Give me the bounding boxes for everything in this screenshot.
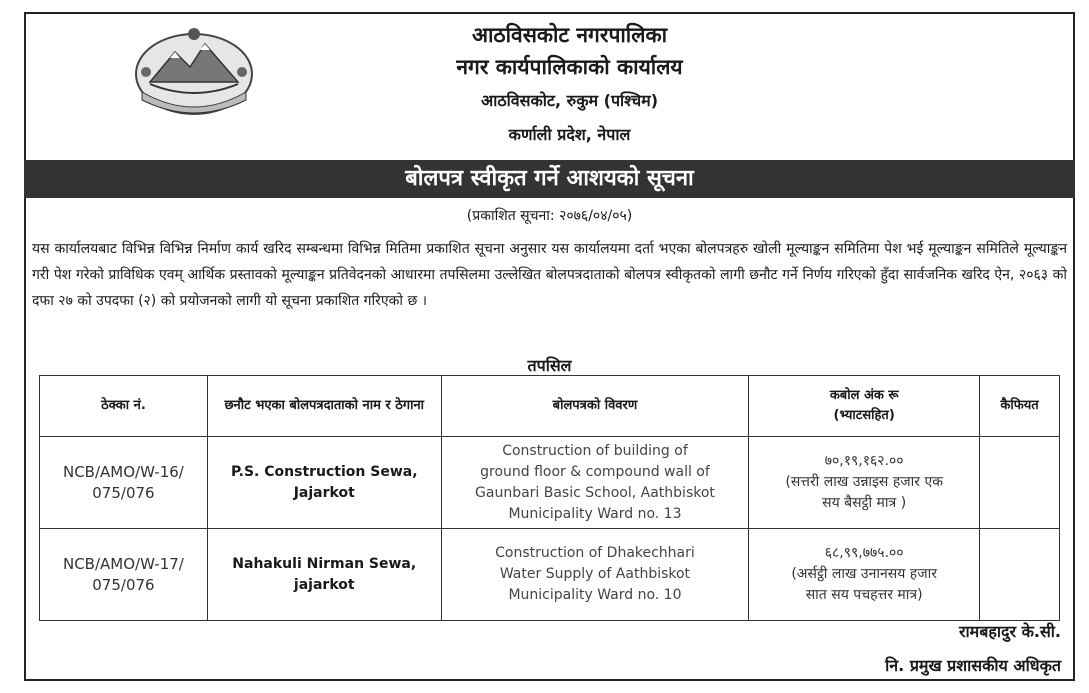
contract-no-cell (40, 529, 208, 621)
bidder-address: jajarkot (293, 576, 355, 593)
amount-words-line1: (सत्तरी लाख उन्नाइस हजार एक (785, 474, 943, 490)
contract-no-cell (40, 437, 208, 529)
header-contract-no: ठेक्का नं. (40, 376, 208, 437)
amount-value: ७०,१९,१६२.०० (824, 453, 904, 469)
notice (24, 12, 1075, 681)
description-line: Construction of building of (502, 442, 688, 459)
header-remarks: कैफियत (980, 376, 1060, 437)
amount-words-line2: सय बैसट्ठी मात्र ) (822, 495, 907, 511)
description-cell (441, 437, 749, 529)
bidder-cell (207, 437, 441, 529)
award-table (39, 375, 1060, 621)
table-row (40, 529, 1060, 621)
published-date: (प्रकाशित सूचना: २०७६/०४/०५) (466, 208, 633, 224)
table-header-row (40, 376, 1060, 437)
schedule-heading: तपसिल (527, 356, 572, 375)
office-name: नगर कार्यपालिकाको कार्यालय (456, 55, 683, 79)
amount-value: ६८,९९,७७५.०० (824, 545, 904, 561)
notice-title: बोलपत्र स्वीकृत गर्ने आशयको सूचना (24, 160, 1075, 198)
table-row (40, 437, 1060, 529)
amount-cell (749, 529, 980, 621)
org-name: आठविसकोट नगरपालिका (471, 23, 668, 47)
contract-no-line1: NCB/AMO/W-17/ (62, 554, 184, 573)
office-province: कर्णाली प्रदेश, नेपाल (508, 125, 631, 144)
contract-no-line1: NCB/AMO/W-16/ (62, 462, 184, 481)
amount-words-line2: सात सय पचहत्तर मात्र) (805, 587, 923, 603)
header-amount-line1: कबोल अंक रू (829, 388, 899, 403)
bidder-address: Jajarkot (293, 484, 355, 501)
description-line: Municipality Ward no. 10 (508, 587, 682, 603)
remarks-cell (980, 529, 1060, 621)
description-line: ground floor & compound wall of (480, 463, 710, 480)
amount-cell (749, 437, 980, 529)
description-line: Water Supply of Aathbiskot (499, 566, 691, 582)
amount-words-line1: (अर्सट्ठी लाख उनानसय हजार (791, 566, 937, 582)
description-cell (441, 529, 749, 621)
notice-body: यस कार्यालयबाट विभिन्न विभिन्न निर्माण कार्य खरिद सम्बन्धमा विभिन्न मितिमा प्रकाशित सूचना अनुसार यस कार्यालयमा दर्ता भएका बोलपत्रहरु खोली मूल्याङ्कन समितिमा पेश भई मूल्याङ्कन समितिले मूल्याङ्कन गरी पेश गरेको प्राविधिक एवम् आर्थिक प्रस्तावको मूल्याङ्कन प्रतिवेदनको आधारमा तपसिलमा उल्लेखित बोलपत्रदाताको बोलपत्र स्वीकृतको लागी छनौट गर्ने निर्णय गरिएको हुँदा सार्वजनिक खरिद ऐन, २०६३ को दफा २७ को उपदफा (२) को प्रयोजनको लागी यो सूचना प्रकाशित गरिएको छ । (32, 241, 1067, 309)
signatory-designation: नि. प्रमुख प्रशासकीय अधिकृत (885, 656, 1061, 675)
signatory-name: रामबहादुर के.सी. (958, 622, 1061, 641)
header (26, 14, 1073, 160)
header-bidder: छनौट भएका बोलपत्रदाताको नाम र ठेगाना (207, 376, 441, 437)
bidder-name: P.S. Construction Sewa, (230, 463, 418, 480)
header-amount (749, 376, 980, 437)
description-line: Municipality Ward no. 13 (508, 505, 682, 522)
contract-no-line2: 075/076 (92, 483, 155, 502)
office-address: आठविसकोट, रुकुम (पश्चिम) (480, 91, 659, 110)
remarks-cell (980, 437, 1060, 529)
description-line: Construction of Dhakechhari (495, 545, 695, 561)
contract-no-line2: 075/076 (92, 575, 155, 594)
description-line: Gaunbari Basic School, Aathbiskot (475, 484, 715, 501)
bidder-cell (207, 529, 441, 621)
header-amount-line2: (भ्याटसहित) (833, 408, 895, 423)
header-description: बोलपत्रको विवरण (441, 376, 749, 437)
bidder-name: Nahakuli Nirman Sewa, (232, 555, 417, 572)
